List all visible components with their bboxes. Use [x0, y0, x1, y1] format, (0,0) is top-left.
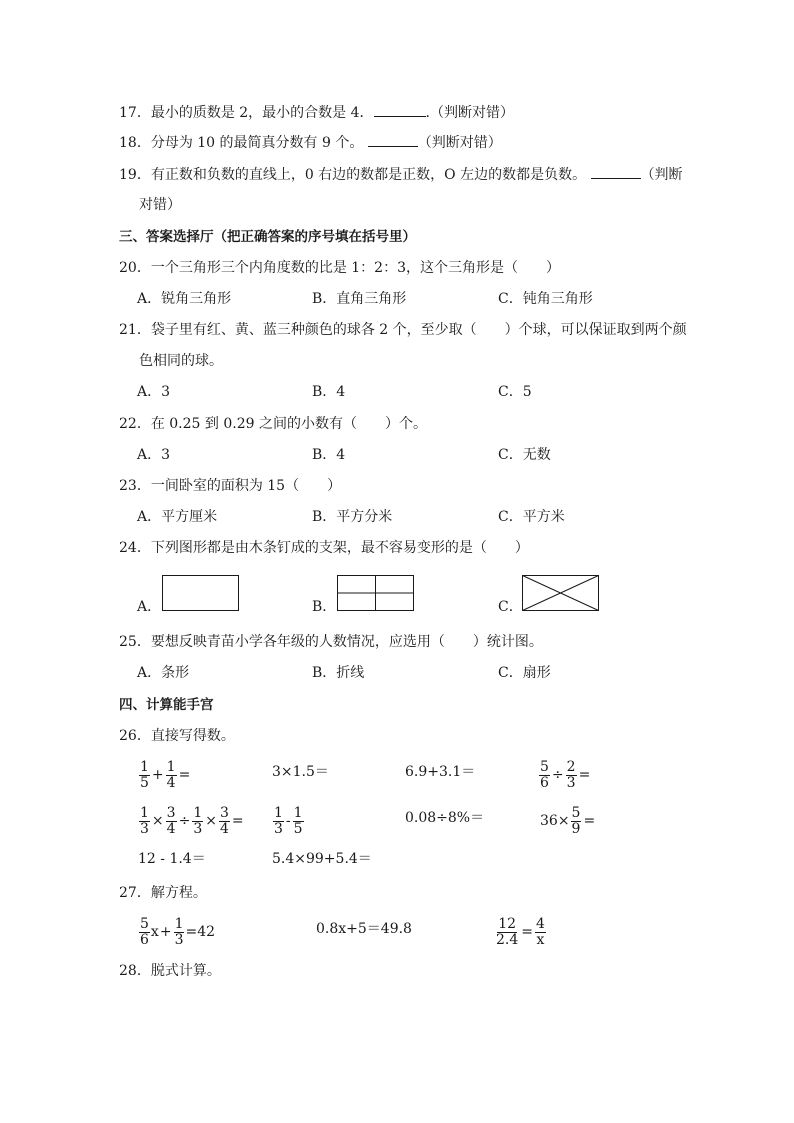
- fraction: $\frac{5}{6}$: [540, 758, 549, 791]
- question-21-continuation: 色相同的球。: [139, 353, 223, 369]
- answer-blank[interactable]: [368, 132, 418, 147]
- expression-1: $\frac{1}{5}$ + $\frac{1}{4}$ =: [140, 758, 191, 791]
- fraction: $\frac{12}{2.4}$: [496, 915, 519, 948]
- option-b[interactable]: B．折线: [312, 665, 365, 681]
- option-b[interactable]: B．: [312, 599, 337, 615]
- fraction: $\frac{3}{4}$: [219, 804, 229, 837]
- option-b[interactable]: B．4: [312, 384, 346, 400]
- diagonal-braced-frame-figure: [522, 575, 600, 612]
- section-4-heading: 四、计算能手宫: [119, 697, 214, 713]
- question-20-stem: 20．一个三角形三个内角度数的比是 1：2：3，这个三角形是（ ）: [119, 260, 560, 276]
- equation-3: $\frac{12}{2.4}$ = $\frac{4}{x}$: [496, 915, 545, 948]
- expression-10: 5.4×99+5.4＝: [272, 851, 372, 867]
- fraction: $\frac{3}{4}$: [166, 804, 176, 837]
- section-3-heading: 三、答案选择厅（把正确答案的序号填在括号里）: [119, 229, 416, 245]
- option-a[interactable]: A．: [137, 599, 162, 615]
- option-a[interactable]: A．平方厘米: [137, 509, 218, 525]
- question-23-stem: 23．一间卧室的面积为 15（ ）: [119, 478, 342, 494]
- expression-6: $\frac{1}{3}$ - $\frac{1}{5}$: [274, 804, 303, 837]
- fraction: $\frac{1}{5}$: [293, 804, 303, 837]
- answer-blank[interactable]: [591, 164, 641, 179]
- expression-7: 0.08÷8%＝: [405, 810, 485, 826]
- answer-blank[interactable]: [374, 102, 426, 117]
- option-a[interactable]: A．3: [137, 447, 171, 463]
- option-c[interactable]: C．5: [498, 384, 532, 400]
- expression-9: 12 - 1.4＝: [138, 851, 206, 867]
- fraction: $\frac{4}{x}$: [536, 915, 545, 948]
- question-19-continuation: 对错）: [139, 197, 181, 213]
- option-a[interactable]: A．3: [137, 384, 171, 400]
- question-21-stem: 21．袋子里有红、黄、蓝三种颜色的球各 2 个，至少取（ ）个球，可以保证取到两个颜: [119, 322, 687, 338]
- question-18-tail: （判断对错）: [417, 135, 502, 151]
- fraction: $\frac{5}{9}$: [571, 804, 581, 837]
- fraction: $\frac{1}{4}$: [166, 758, 176, 791]
- option-c[interactable]: C．: [498, 599, 523, 615]
- equation-2: 0.8x+5＝49.8: [316, 921, 412, 937]
- question-25-stem: 25．要想反映青苗小学各年级的人数情况，应选用（ ）统计图。: [119, 634, 543, 650]
- question-27-stem: 27．解方程。: [119, 885, 207, 901]
- option-b[interactable]: B．4: [312, 447, 346, 463]
- question-19: [119, 164, 683, 185]
- fraction: $\frac{1}{5}$: [140, 758, 149, 791]
- expression-8: 36× $\frac{5}{9}$ =: [540, 804, 596, 837]
- option-a[interactable]: A．锐角三角形: [137, 291, 232, 307]
- question-17: [119, 102, 514, 123]
- option-c[interactable]: C．平方米: [498, 509, 565, 525]
- question-26-stem: 26．直接写得数。: [119, 728, 235, 744]
- question-24-stem: 24．下列图形都是由木条钉成的支架，最不容易变形的是（ ）: [119, 540, 529, 556]
- fraction: $\frac{1}{3}$: [274, 804, 283, 837]
- fraction: $\frac{1}{3}$: [193, 804, 203, 837]
- option-b[interactable]: B．直角三角形: [312, 291, 407, 307]
- expression-3: 6.9+3.1＝: [405, 764, 476, 780]
- expression-5: $\frac{1}{3}$ × $\frac{3}{4}$ ÷ $\frac{1}{3}$ × $\frac{3}{4}$ =: [140, 804, 244, 837]
- fraction: $\frac{1}{3}$: [140, 804, 149, 837]
- option-c[interactable]: C．扇形: [498, 665, 551, 681]
- rectangle-frame-figure: [162, 575, 240, 612]
- option-b[interactable]: B．平方分米: [312, 509, 393, 525]
- question-17-text: 17．最小的质数是 2，最小的合数是 4．: [119, 105, 374, 121]
- option-c[interactable]: C．无数: [498, 447, 551, 463]
- question-28-stem: 28．脱式计算。: [119, 963, 221, 979]
- expression-4: $\frac{5}{6}$ ÷ $\frac{2}{3}$ =: [540, 758, 591, 791]
- question-19-tail: （判断: [640, 167, 683, 183]
- cross-braced-frame-figure: [337, 575, 415, 612]
- fraction: $\frac{2}{3}$: [566, 758, 576, 791]
- question-19-text: 19．有正数和负数的直线上，0 右边的数都是正数，O 左边的数都是负数。: [119, 167, 591, 183]
- option-a[interactable]: A．条形: [137, 665, 190, 681]
- question-17-tail: .（判断对错）: [425, 105, 514, 121]
- question-18: [119, 132, 502, 153]
- fraction: $\frac{5}{6}$: [140, 915, 149, 948]
- question-18-text: 18．分母为 10 的最简真分数有 9 个。: [119, 135, 368, 151]
- question-22-stem: 22．在 0.25 到 0.29 之间的小数有（ ）个。: [119, 416, 427, 432]
- fraction: $\frac{1}{3}$: [174, 915, 184, 948]
- option-c[interactable]: C．钝角三角形: [498, 291, 593, 307]
- equation-1: $\frac{5}{6}$ x + $\frac{1}{3}$ =42: [140, 915, 216, 948]
- expression-2: 3×1.5＝: [272, 764, 329, 780]
